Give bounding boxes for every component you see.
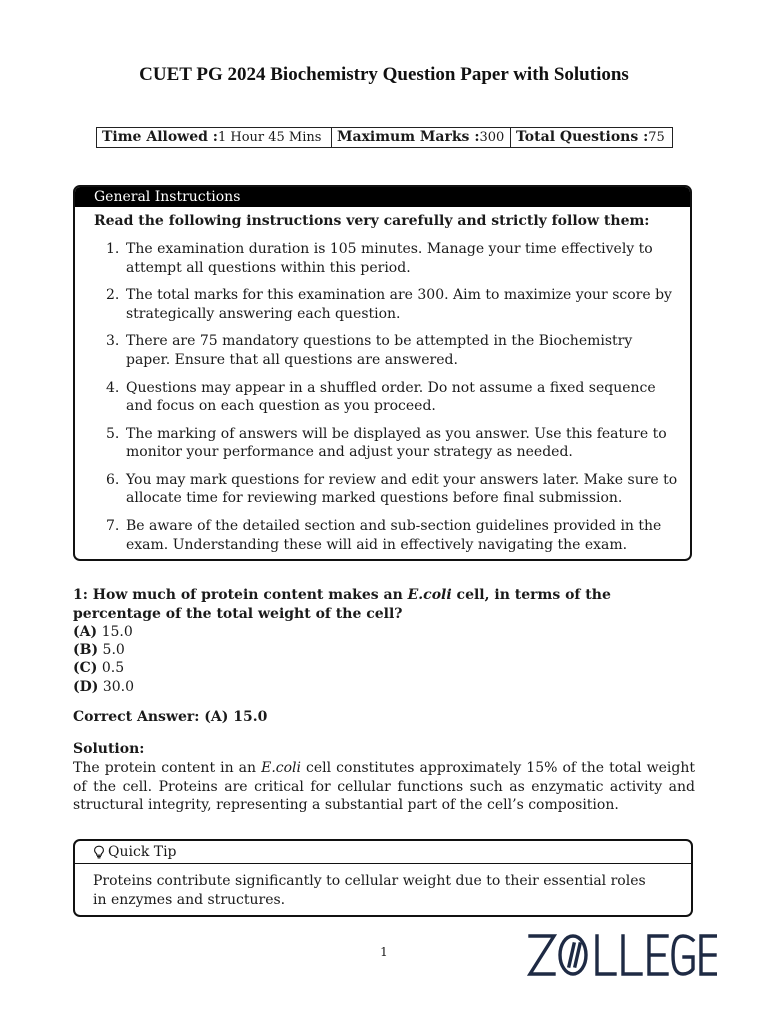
- instruction-number: 7.: [106, 518, 120, 535]
- option-a: [73, 623, 695, 641]
- option-b: [73, 641, 695, 659]
- instruction-item: [94, 471, 679, 508]
- option-label: (A): [73, 624, 98, 640]
- page-number: 1: [380, 945, 388, 959]
- exam-meta-table: [96, 127, 673, 148]
- time-allowed-cell: [97, 128, 331, 147]
- instruction-text: There are 75 mandatory questions to be attempted in the Biochemistry paper. Ensure that all questions are answered.: [126, 333, 633, 368]
- instruction-item: [94, 425, 679, 462]
- instruction-item: [94, 286, 679, 323]
- instruction-text: You may mark questions for review and edit your answers later. Make sure to allocate time for reviewing marked questions before final submission.: [126, 471, 678, 507]
- time-allowed-value: 1 Hour 45 Mins: [217, 130, 322, 145]
- total-questions-value: 75: [648, 130, 665, 145]
- maximum-marks-label: Maximum Marks :: [337, 129, 480, 145]
- instruction-item: [94, 240, 679, 277]
- instructions-lead: Read the following instructions very carefully and strictly follow them:: [94, 213, 650, 229]
- quick-tip-header: [75, 841, 691, 864]
- option-label: (B): [73, 642, 99, 659]
- general-instructions-box: [73, 185, 692, 561]
- option-value: 0.5: [101, 660, 125, 677]
- correct-answer: Correct Answer: (A) 15.0: [73, 709, 268, 725]
- option-d: [73, 678, 695, 696]
- total-questions-label: Total Questions :: [516, 129, 649, 145]
- instruction-text: The marking of answers will be displayed as you answer. Use this feature to monitor your performance and adjust your strategy as needed.: [126, 425, 667, 461]
- instruction-item: [94, 379, 679, 416]
- question-suffix: cell, in terms of the percentage of the total weight of the cell?: [73, 587, 611, 622]
- instruction-number: 6.: [106, 471, 120, 488]
- instruction-number: 1.: [106, 241, 120, 257]
- instruction-text: The total marks for this examination are 300. Aim to maximize your score by strategically answering each question.: [126, 287, 672, 322]
- general-instructions-header: General Instructions: [75, 187, 690, 207]
- instruction-number: 4.: [106, 379, 120, 396]
- zollege-logo: [527, 930, 717, 980]
- total-questions-cell: [510, 128, 672, 147]
- quick-tip-box: [73, 839, 693, 917]
- option-value: 5.0: [102, 642, 125, 659]
- solution-suffix: cell constitutes approximately 15% of the total weight of the cell. Proteins are critical for cellular functions such as enzymatic activity and structural integrity, representing a substantial part of the cell’s composition.: [73, 760, 695, 813]
- instruction-item: [94, 517, 679, 554]
- option-c: [73, 659, 695, 677]
- instruction-text: Be aware of the detailed section and sub-section guidelines provided in the exam. Understanding these will aid in effectively navigating the exam.: [126, 518, 662, 553]
- instruction-text: Questions may appear in a shuffled order. Do not assume a fixed sequence and focus on each question as you proceed.: [126, 379, 656, 415]
- option-value: 30.0: [102, 678, 135, 695]
- instruction-text: The examination duration is 105 minutes. Manage your time effectively to attempt all questions within this period.: [126, 241, 653, 276]
- page-title: CUET PG 2024 Biochemistry Question Paper with Solutions: [139, 64, 629, 85]
- solution-organism: E.coli: [261, 760, 301, 776]
- solution-text: [73, 759, 695, 815]
- option-value: 15.0: [101, 624, 133, 640]
- question-prefix: 1: How much of protein content makes an: [73, 587, 408, 603]
- quick-tip-title: Quick Tip: [108, 844, 177, 860]
- maximum-marks-value: 300: [479, 130, 505, 145]
- lightbulb-icon: [93, 845, 105, 859]
- maximum-marks-cell: [331, 128, 510, 147]
- option-label: (C): [73, 660, 98, 677]
- solution-prefix: The protein content in an: [73, 760, 262, 776]
- quick-tip-body: Proteins contribute significantly to cellular weight due to their essential roles in enzymes and structures.: [93, 873, 646, 908]
- time-allowed-label: Time Allowed :: [102, 129, 218, 145]
- instructions-list: [94, 240, 679, 561]
- instruction-number: 5.: [106, 425, 120, 442]
- option-label: (D): [73, 678, 99, 695]
- question-organism: E.coli: [407, 587, 452, 603]
- solution-heading: Solution:: [73, 741, 145, 757]
- instruction-number: 3.: [106, 333, 120, 350]
- instruction-number: 2.: [106, 287, 120, 304]
- instruction-item: [94, 332, 679, 369]
- answer-options: [73, 623, 695, 696]
- question-text: [73, 586, 695, 623]
